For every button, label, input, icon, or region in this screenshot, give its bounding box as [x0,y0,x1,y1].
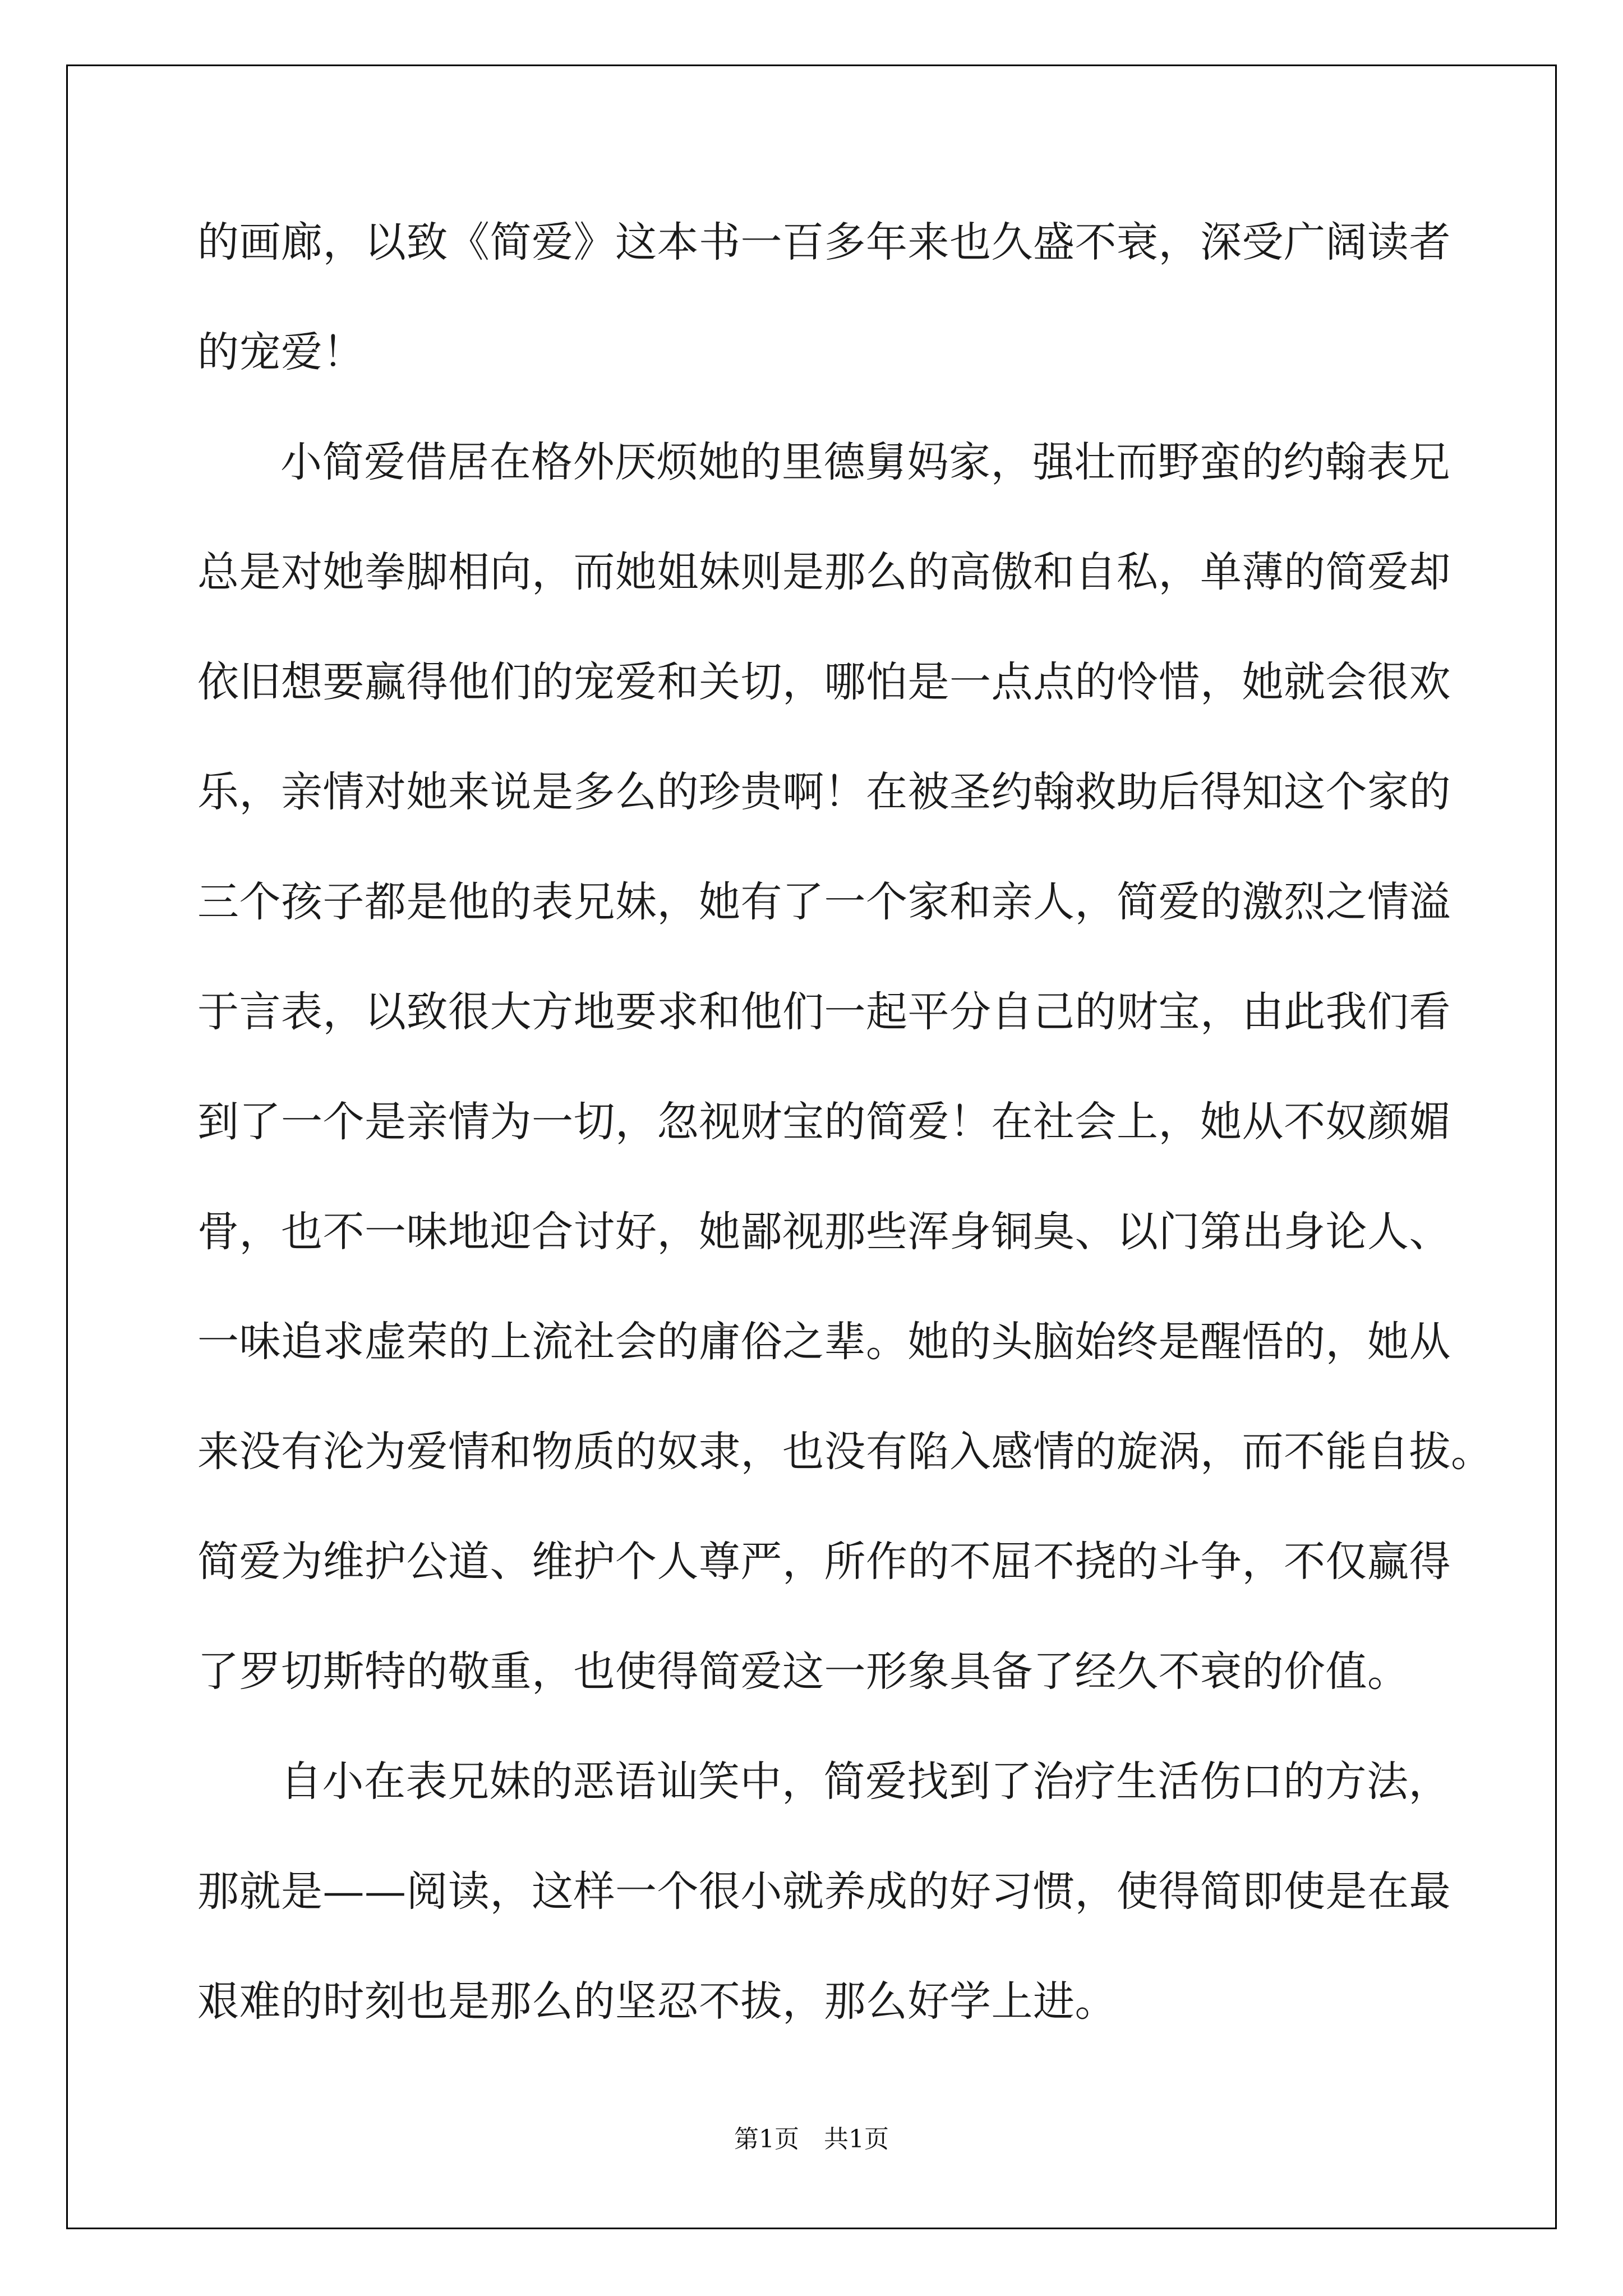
page-number: 第1页 [734,2125,799,2154]
text-line: 依旧想要赢得他们的宠爱和关切，哪怕是一点点的怜惜，她就会很欢 [197,658,1451,706]
text-line: 了罗切斯特的敬重，也使得简爱这一形象具备了经久不衰的价值。 [197,1648,1409,1696]
text-line: 来没有沦为爱情和物质的奴隶，也没有陷入感情的旋涡，而不能自拔。 [197,1428,1493,1476]
text-line: 三个孩子都是他的表兄妹，她有了一个家和亲人，简爱的激烈之情溢 [197,878,1451,926]
text-line: 简爱为维护公道、维护个人尊严，所作的不屈不挠的斗争，不仅赢得 [197,1538,1451,1586]
page-count: 共1页 [824,2125,889,2154]
text-line: 那就是——阅读，这样一个很小就养成的好习惯，使得简即使是在最 [197,1867,1451,1916]
paragraph-start-line: 小简爱借居在格外厌烦她的里德舅妈家，强壮而野蛮的约翰表兄 [280,438,1450,486]
paragraph-start-line: 自小在表兄妹的恶语讪笑中，简爱找到了治疗生活伤口的方法， [280,1757,1450,1806]
text-line: 艰难的时刻也是那么的坚忍不拔，那么好学上进。 [197,1977,1117,2026]
text-line: 乐，亲情对她来说是多么的珍贵啊！在被圣约翰救助后得知这个家的 [197,768,1451,816]
page-footer [0,2127,1623,2152]
text-line: 骨，也不一味地迎合讨好，她鄙视那些浑身铜臭、以门第出身论人、 [197,1208,1451,1256]
text-line: 总是对她拳脚相向，而她姐妹则是那么的高傲和自私，单薄的简爱却 [197,548,1451,596]
text-line: 于言表，以致很大方地要求和他们一起平分自己的财宝，由此我们看 [197,988,1451,1036]
document-body [197,218,1493,2091]
text-line: 到了一个是亲情为一切，忽视财宝的简爱！在社会上，她从不奴颜媚 [197,1098,1451,1146]
text-line: 的宠爱！ [197,328,365,376]
text-line: 的画廊，以致《简爱》这本书一百多年来也久盛不衰，深受广阔读者 [197,218,1451,266]
text-line: 一味追求虚荣的上流社会的庸俗之辈。她的头脑始终是醒悟的，她从 [197,1318,1451,1366]
